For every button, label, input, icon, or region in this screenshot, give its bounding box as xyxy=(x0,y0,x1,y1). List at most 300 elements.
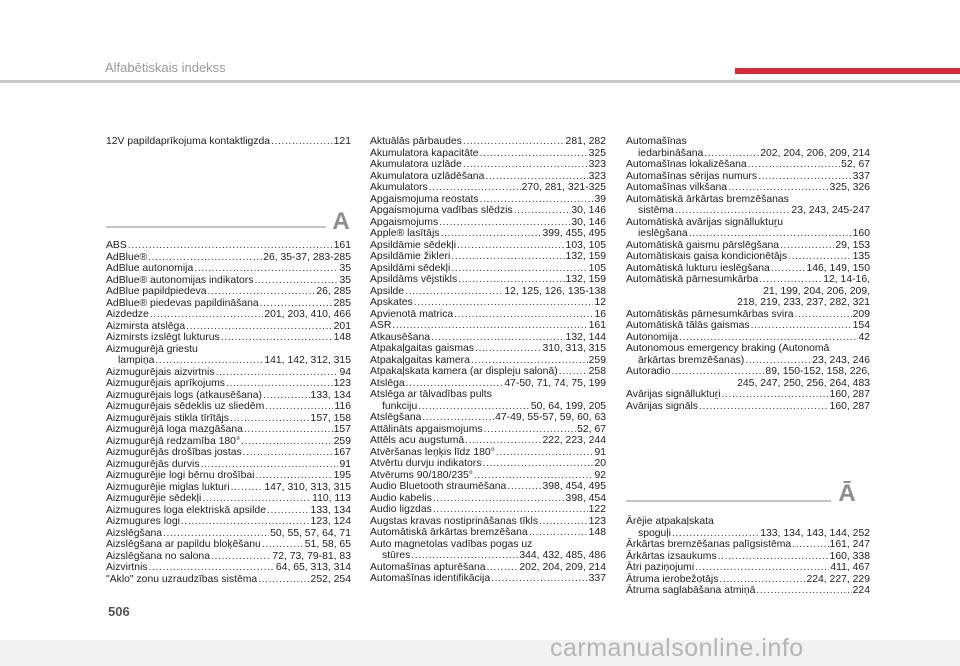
index-entry xyxy=(626,182,870,194)
index-entry-term: AdBlue papildpiedeva xyxy=(106,286,207,297)
index-entry-pages: 411, 467 xyxy=(830,562,870,573)
index-entry-pages: 157, 158 xyxy=(310,412,351,424)
index-entry-pages: 285 xyxy=(333,297,351,309)
index-entry-pages: 91 xyxy=(594,446,606,458)
index-entry xyxy=(370,332,606,344)
index-entry xyxy=(106,367,351,379)
index-entry xyxy=(370,309,606,321)
index-entry xyxy=(370,194,606,206)
index-entry xyxy=(370,424,606,436)
index-entry xyxy=(626,251,870,263)
index-entry-term: Aizmugurējais logs (atkausēšana) xyxy=(106,389,262,401)
leader-dots xyxy=(788,251,852,263)
index-entry-term: Aizmugurējā griestu xyxy=(106,343,198,355)
index-entry xyxy=(106,436,351,448)
leader-dots xyxy=(474,470,594,482)
index-entry xyxy=(626,551,870,563)
index-entry-term: Akumulatora uzlāde xyxy=(370,159,462,170)
index-entry-pages: 23, 243, 246 xyxy=(812,354,870,366)
index-entry-pages: 132, 159 xyxy=(565,251,606,262)
index-entry xyxy=(370,297,606,309)
index-entry-term: Apsildāmie žikleri xyxy=(370,251,451,262)
index-entry-pages: 325, 326 xyxy=(829,182,870,193)
leader-dots xyxy=(163,528,269,540)
index-entry-pages: 398, 454 xyxy=(565,492,606,504)
index-entry-term: Automātiskā ārkārtas bremzēšana xyxy=(370,527,528,538)
index-col2 xyxy=(370,136,606,585)
leader-dots xyxy=(496,447,594,459)
leader-dots xyxy=(704,148,759,160)
index-entry-term: Automātiskais gaisa kondicionētājs xyxy=(626,251,788,262)
index-entry-term: ABS xyxy=(106,240,127,251)
leader-dots xyxy=(748,159,840,171)
index-entry-pages: 202, 204, 206, 209, 214 xyxy=(760,147,870,159)
index-entry xyxy=(626,240,870,252)
index-entry-pages: 133, 134, 143, 144, 252 xyxy=(760,527,870,539)
index-entry-term: Aizslēgšana ar papildu bloķēšanu xyxy=(106,539,261,550)
index-entry xyxy=(370,251,606,263)
leader-dots xyxy=(440,228,541,240)
index-entry-term: Atvērums 90/180/235° xyxy=(370,469,473,481)
index-entry-pages: 224 xyxy=(852,585,870,596)
leader-dots xyxy=(794,309,851,321)
letter-a-rule xyxy=(106,226,326,228)
index-entry-pages: 161, 247 xyxy=(829,539,870,550)
leader-dots xyxy=(722,389,829,401)
leader-dots xyxy=(484,424,576,436)
index-entry-term: Akumulators xyxy=(370,182,428,193)
index-entry-pages: 29, 153 xyxy=(835,239,870,251)
index-entry-pages: 12 xyxy=(594,297,606,308)
index-entry xyxy=(106,539,351,551)
index-entry-pages: 201 xyxy=(333,320,351,332)
index-entry-term: Audio ligzdas xyxy=(370,504,432,515)
index-entry-term: Automašīnas xyxy=(626,136,687,147)
index-entry-term: Automātiskā ārkārtas bremzēšanas xyxy=(626,193,789,205)
index-entry-term: Ārkārtas bremzēšanas palīgsistēma xyxy=(626,539,792,550)
index-entry xyxy=(106,482,351,494)
index-entry xyxy=(626,274,870,286)
index-entry-term: Attālināts apgaismojums xyxy=(370,423,483,435)
index-entry-pages: 133, 134 xyxy=(310,504,351,516)
index-entry xyxy=(626,562,870,574)
index-entry-pages: 344, 432, 485, 486 xyxy=(519,550,606,561)
leader-dots xyxy=(487,562,519,574)
index-entry-pages: 209 xyxy=(852,308,870,320)
index-entry xyxy=(626,332,870,344)
index-entry xyxy=(626,355,870,367)
index-entry xyxy=(626,574,870,586)
index-entry-pages: 270, 281, 321-325 xyxy=(521,182,606,193)
index-entry-pages: 26, 285 xyxy=(316,286,351,297)
index-entry-term: Atvērtu durvju indikators xyxy=(370,458,482,469)
index-entry xyxy=(106,390,351,402)
leader-dots xyxy=(411,550,518,562)
index-entry xyxy=(626,205,870,217)
leader-dots xyxy=(433,504,588,516)
index-entry-pages: 35 xyxy=(339,274,351,286)
leader-dots xyxy=(231,482,264,494)
index-entry-pages: 337 xyxy=(852,170,870,182)
leader-dots xyxy=(255,470,332,482)
index-entry-term: Apskates xyxy=(370,297,413,308)
index-entry xyxy=(106,321,351,333)
index-entry-pages: 123 xyxy=(333,378,351,389)
index-entry xyxy=(370,458,606,470)
leader-dots xyxy=(433,493,565,505)
index-entry-term: Atslēga xyxy=(370,377,405,389)
index-entry xyxy=(370,228,606,240)
leader-dots xyxy=(265,401,333,413)
leader-dots xyxy=(718,551,829,563)
leader-dots xyxy=(254,275,338,287)
leader-dots xyxy=(529,527,588,539)
index-entry-term: Atpakaļgaitas gaismas xyxy=(370,343,474,354)
index-entry-pages-cont: 218, 219, 233, 237, 282, 321 xyxy=(737,297,870,308)
index-entry-pages: 160, 338 xyxy=(829,550,870,562)
leader-dots xyxy=(149,562,275,574)
leader-dots xyxy=(458,274,564,286)
leader-dots xyxy=(216,367,339,379)
index-entry-term: Automātiskā lukturu ieslēgšana xyxy=(626,262,770,274)
page-header-title: Alfabētiskais indekss xyxy=(105,60,226,75)
leader-dots xyxy=(699,401,829,413)
index-entry-term: Automašīnas identifikācija xyxy=(370,573,491,584)
leader-dots xyxy=(439,217,570,229)
index-entry-pages: 202, 204, 209, 214 xyxy=(519,561,606,573)
leader-dots xyxy=(262,539,304,551)
leader-dots xyxy=(463,159,588,171)
index-entry-pages: 91 xyxy=(339,458,351,470)
index-entry-pages: 50, 55, 57, 64, 71 xyxy=(270,527,351,539)
index-entry xyxy=(106,378,351,390)
index-entry-term: Ātri paziņojumi xyxy=(626,562,695,573)
leader-dots xyxy=(482,458,593,470)
leader-dots xyxy=(454,309,593,321)
index-entry-term: Ārējie atpakaļskata xyxy=(626,516,714,527)
index-entry-term: Aizdedze xyxy=(106,309,149,320)
index-entry-pages: 252, 254 xyxy=(310,573,351,585)
index-entry-term: Aizslēgšana no salona xyxy=(106,550,210,562)
index-entry-pages: 195 xyxy=(333,470,351,481)
index-letter-a: A xyxy=(332,208,350,235)
leader-dots xyxy=(221,332,333,344)
leader-dots xyxy=(480,194,594,206)
leader-dots xyxy=(392,320,587,332)
index-entry-term: Aktuālās pārbaudes xyxy=(370,136,462,147)
index-entry xyxy=(626,309,870,321)
index-entry-term: Apgaismojums xyxy=(370,216,439,228)
index-entry-pages: 141, 142, 312, 315 xyxy=(264,355,351,366)
index-entry-term: Akumulatora uzlādēšana xyxy=(370,170,485,182)
index-entry-pages: 50, 64, 199, 205 xyxy=(530,400,606,412)
index-entry-pages: 133, 134 xyxy=(310,389,351,401)
index-entry-term: Atslēga ar tālvadības pults xyxy=(370,389,492,400)
index-entry-term: Auto magnetolas vadības pogas uz xyxy=(370,538,533,550)
index-entry-term: Aizmugurējais aprīkojums xyxy=(106,378,225,389)
index-entry-term: Autonomija xyxy=(626,331,678,343)
index-entry-pages: 123, 124 xyxy=(310,516,351,527)
index-entry-term: Atkausēšana xyxy=(370,331,431,343)
index-entry-pages: 64, 65, 313, 314 xyxy=(275,562,351,573)
index-entry xyxy=(106,505,351,517)
leader-dots xyxy=(422,412,494,424)
index-entry-term: Automātiskā pārnesumkārba xyxy=(626,274,759,285)
index-entry xyxy=(106,459,351,471)
index-entry-term: ieslēgšana xyxy=(638,228,688,239)
index-entry xyxy=(106,252,351,264)
index-entry-pages: 161 xyxy=(588,320,606,331)
index-entry-pages-cont: 245, 247, 250, 256, 264, 483 xyxy=(737,377,870,389)
index-entry xyxy=(106,562,351,574)
leader-dots xyxy=(431,332,564,344)
index-entry-pages: 148 xyxy=(588,527,606,538)
index-entry-pages: 323 xyxy=(588,159,606,170)
index-entry xyxy=(370,182,606,194)
index-entry xyxy=(370,412,606,424)
leader-dots xyxy=(751,320,852,332)
leader-dots xyxy=(406,378,504,390)
index-entry-term: Aizmugurējie sēdekļi xyxy=(106,493,202,504)
leader-dots xyxy=(267,505,310,517)
index-entry xyxy=(106,332,351,344)
index-entry-term: Automātiskās pārnesumkārbas svira xyxy=(626,308,794,320)
leader-dots xyxy=(689,228,852,240)
leader-dots xyxy=(780,240,834,252)
index-entry-pages: 52, 67 xyxy=(841,159,870,170)
leader-dots xyxy=(463,136,565,148)
page-number: 506 xyxy=(108,604,130,619)
index-entry-term: Atslēgšana xyxy=(370,412,422,423)
index-entry xyxy=(106,355,351,367)
index-entry-term: AdBlue® autonomijas indikators xyxy=(106,274,254,286)
index-entry xyxy=(626,263,870,275)
index-entry-term: Aizmugurējais sēdeklis uz sliedēm xyxy=(106,401,265,412)
leader-dots xyxy=(671,366,764,378)
index-entry-term: Avārijas signālluktuṟi xyxy=(626,389,721,400)
index-entry-term: Atpakaļgaitas kamera xyxy=(370,354,470,366)
index-entry-term: iedarbināšana xyxy=(638,147,704,159)
index-entry-pages: 146, 149, 150 xyxy=(806,262,870,274)
index-entry-pages: 398, 454, 495 xyxy=(542,481,606,492)
index-entry xyxy=(370,320,606,332)
leader-dots xyxy=(451,251,564,263)
index-entry-pages: 160, 287 xyxy=(829,400,870,412)
index-entry-pages: 116 xyxy=(334,401,351,412)
leader-dots xyxy=(241,436,333,448)
index-entry-pages: 323 xyxy=(588,170,606,182)
index-entry-pages: 20 xyxy=(594,458,606,469)
index-entry xyxy=(370,562,606,574)
leader-dots xyxy=(759,274,822,286)
index-entry-pages: 325 xyxy=(588,147,606,159)
index-entry-pages: 337 xyxy=(588,573,606,584)
index-entry-term: Apvienotā matrica xyxy=(370,308,454,320)
index-entry-pages: 167 xyxy=(333,447,351,458)
index-entry-pages: 259 xyxy=(588,354,606,366)
index-entry-pages: 72, 73, 79-81, 83 xyxy=(272,550,351,562)
leader-dots xyxy=(675,205,791,217)
leader-dots xyxy=(201,459,339,471)
index-col3-b xyxy=(626,516,870,597)
index-entry-term: lampiņa xyxy=(118,355,155,366)
index-entry-pages: 160 xyxy=(852,228,870,239)
index-entry xyxy=(106,551,351,563)
index-entry-term: Ātruma ierobežotājs xyxy=(626,573,719,585)
leader-dots xyxy=(243,447,333,459)
leader-dots xyxy=(181,516,310,528)
leader-dots xyxy=(418,401,530,413)
index-entry xyxy=(106,447,351,459)
leader-dots xyxy=(745,355,811,367)
index-entry xyxy=(370,263,606,275)
index-entry xyxy=(106,298,351,310)
index-entry xyxy=(370,205,606,217)
leader-dots xyxy=(405,286,503,298)
index-entry-pages: 121 xyxy=(333,136,351,147)
index-entry xyxy=(370,286,606,298)
index-letter-a-macron: Ā xyxy=(838,480,856,507)
index-entry xyxy=(106,275,351,287)
index-entry-term: Avārijas signāls xyxy=(626,400,698,412)
leader-dots xyxy=(559,366,588,378)
index-entry-term: funkciju xyxy=(382,400,418,412)
index-entry xyxy=(370,355,606,367)
index-entry-pages: 132, 144 xyxy=(565,331,606,343)
index-entry xyxy=(370,447,606,459)
index-entry-term: Aizmugurējā loga mazgāšana xyxy=(106,424,243,435)
index-entry-term: spoguļi xyxy=(638,527,671,539)
leader-dots xyxy=(226,378,333,390)
index-entry xyxy=(626,228,870,240)
index-entry-term: Ārkārtas izsaukums xyxy=(626,550,717,562)
index-entry-pages: 26, 35-37, 283-285 xyxy=(263,251,351,263)
leader-dots xyxy=(485,171,587,183)
index-entry xyxy=(106,286,351,298)
index-entry-term: Apsildāmi sēdekļi xyxy=(370,262,451,274)
index-entry xyxy=(106,516,351,528)
index-entry xyxy=(106,309,351,321)
leader-dots xyxy=(471,355,588,367)
leader-dots xyxy=(186,321,333,333)
index-entry-pages: 12, 14-16, xyxy=(823,274,870,285)
index-entry-term: Automātiskā tālās gaismas xyxy=(626,320,750,331)
leader-dots xyxy=(491,573,588,585)
index-entry-pages: 23, 243, 245-247 xyxy=(791,205,870,216)
index-entry xyxy=(370,217,606,229)
index-entry xyxy=(626,320,870,332)
leader-dots xyxy=(230,413,310,425)
index-entry-pages: 110, 113 xyxy=(312,493,351,504)
index-entry xyxy=(626,389,870,401)
index-entry-pages: 51, 58, 65 xyxy=(304,539,351,550)
leader-dots xyxy=(263,390,310,402)
index-entry xyxy=(370,343,606,355)
leader-dots xyxy=(202,493,311,505)
index-entry xyxy=(106,493,351,505)
index-entry xyxy=(370,401,606,413)
index-entry xyxy=(370,159,606,171)
index-entry xyxy=(370,481,606,493)
leader-dots xyxy=(771,263,806,275)
header-rule xyxy=(0,80,960,83)
index-entry-pages: 157 xyxy=(333,424,351,435)
index-entry-pages: 47-50, 71, 74, 75, 199 xyxy=(504,377,606,389)
index-entry xyxy=(106,528,351,540)
leader-dots xyxy=(465,435,541,447)
index-entry-pages: 135 xyxy=(852,251,870,262)
index-entry-term: Apple® lasītājs xyxy=(370,228,440,239)
index-entry-pages: 105 xyxy=(588,262,606,274)
index-entry-pages: 161 xyxy=(333,240,351,251)
index-entry-pages: 222, 223, 244 xyxy=(542,435,606,446)
index-entry-pages: 258 xyxy=(588,366,606,377)
index-entry-term: Aizmugurējās durvis xyxy=(106,458,200,470)
leader-dots xyxy=(451,263,587,275)
index-entry-term: Autonomous emergency braking (Autonomā xyxy=(626,343,830,354)
index-entry-term: Aizmugures logi xyxy=(106,516,180,527)
index-entry-pages: 16 xyxy=(594,308,606,320)
index-entry-term: Automātiskā gaismu pārslēgšana xyxy=(626,239,780,251)
leader-dots xyxy=(260,298,333,310)
index-entry-term: Automašīnas sērijas numurs xyxy=(626,170,758,182)
index-entry xyxy=(626,171,870,183)
index-entry-term: Atpakaļskata kamera (ar displeju salonā) xyxy=(370,366,558,377)
index-entry-pages: 160, 287 xyxy=(829,389,870,400)
index-entry xyxy=(370,527,606,539)
leader-dots xyxy=(695,562,829,574)
index-entry-term: Apsilde xyxy=(370,285,405,297)
leader-dots xyxy=(679,332,857,344)
index-entry-pages: 39 xyxy=(594,193,606,205)
index-entry-pages: 92 xyxy=(594,469,606,481)
leader-dots xyxy=(194,263,338,275)
index-entry-pages: 147, 310, 313, 315 xyxy=(264,481,351,493)
index-entry xyxy=(106,413,351,425)
index-entry-term: Apgaismojuma vadības slēdzis xyxy=(370,205,513,216)
index-entry-term: AdBlue® xyxy=(106,251,148,263)
index-entry-term: sistēma xyxy=(638,205,674,216)
index-entry-term: ASR xyxy=(370,320,392,331)
index-entry xyxy=(370,470,606,482)
index-entry xyxy=(370,493,606,505)
index-entry-term: Automašīnas apturēšana xyxy=(370,561,486,573)
index-entry-term: Aizmugures loga elektriskā apsilde xyxy=(106,504,266,516)
index-entry xyxy=(370,136,606,148)
index-entry-term: Aizslēgšana xyxy=(106,527,163,539)
index-entry-term: "Aklo" zonu uzraudzības sistēma xyxy=(106,573,258,585)
index-entry-pages: 132, 159 xyxy=(565,274,606,285)
index-entry-pages: 281, 282 xyxy=(565,136,606,147)
index-entry-term: Apgaismojuma reostats xyxy=(370,193,479,205)
index-entry-term: Atvēršanas leņķis līdz 180° xyxy=(370,446,495,458)
index-entry-term: Aizvirtnis xyxy=(106,562,148,573)
leader-dots xyxy=(155,355,263,367)
index-entry-term: Automašīnas lokalizēšana xyxy=(626,159,747,170)
index-entry-term: Ātruma saglabāšana atmiņā xyxy=(626,585,756,596)
index-entry-pages: 103, 105 xyxy=(565,239,606,251)
index-entry xyxy=(106,136,351,148)
index-entry-term: Automašīnas vilkšana xyxy=(626,182,728,193)
index-entry xyxy=(370,573,606,585)
index-entry xyxy=(106,401,351,413)
index-entry-pages: 122 xyxy=(588,504,606,515)
index-entry-term: Aizmugurējie logi bērnu drošībai xyxy=(106,470,255,481)
leader-dots xyxy=(719,574,805,586)
index-entry-pages: 154 xyxy=(852,320,870,331)
index-col1-a xyxy=(106,240,351,585)
index-entry-term: Autoradio xyxy=(626,366,671,377)
